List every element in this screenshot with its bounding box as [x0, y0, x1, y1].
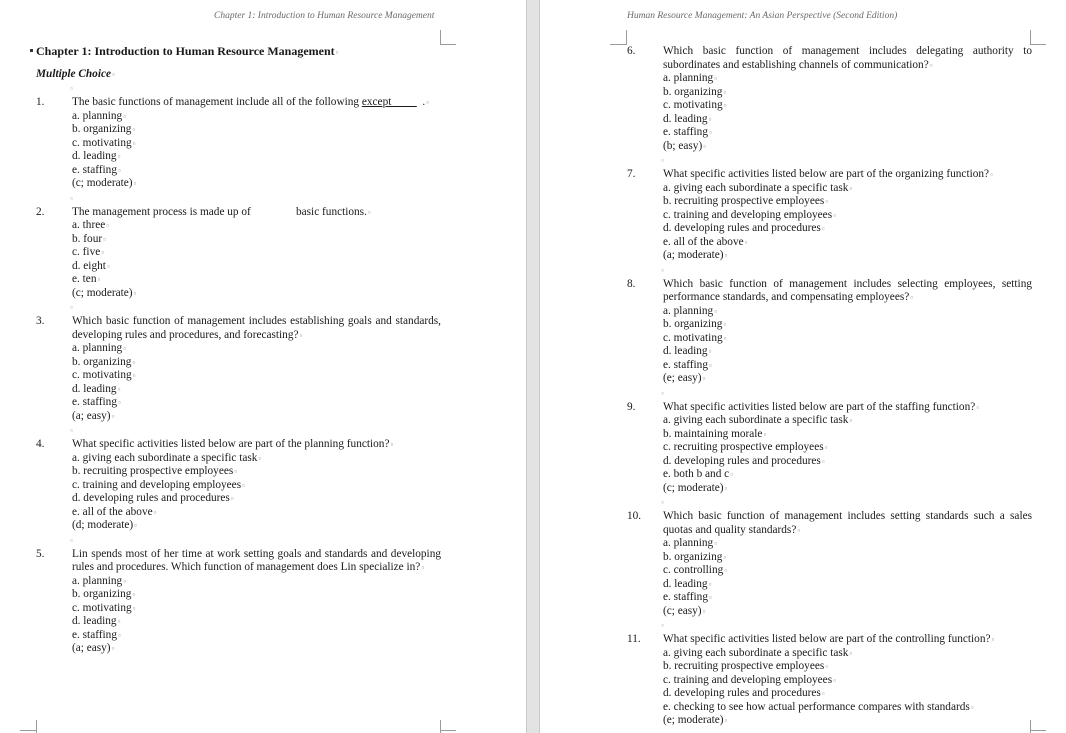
- question-item: [36, 96, 441, 191]
- answer-option: b. recruiting prospective employees▫: [663, 195, 829, 207]
- crop-mark: [440, 30, 441, 45]
- question-number: 6.: [627, 45, 636, 57]
- answer-option: d. developing rules and procedures▫: [72, 492, 234, 504]
- answer-key: (a; easy)▫: [72, 642, 115, 654]
- page-content-right: [627, 45, 1032, 728]
- answer-option: c. motivating▫: [663, 331, 727, 344]
- answer-option: d. leading▫: [663, 112, 712, 125]
- answer-option: a. giving each subordinate a specific task▫: [663, 181, 853, 194]
- question-list-left: [36, 81, 441, 656]
- document-page-left: [0, 0, 526, 733]
- answer-key: (c; moderate)▫: [72, 177, 137, 189]
- answer-option: d. leading▫: [72, 615, 121, 627]
- paragraph-spacer: ▫: [661, 156, 664, 165]
- question-item: [627, 401, 1032, 496]
- question-number: 10.: [627, 510, 642, 522]
- answer-option: b. organizing▫: [663, 550, 727, 563]
- answer-option: a. planning▫: [663, 537, 718, 549]
- answer-option: b. organizing▫: [72, 123, 136, 135]
- answer-option: e. both b and c▫: [663, 468, 734, 480]
- answer-option: d. developing rules and procedures▫: [663, 454, 825, 467]
- answer-option: a. planning▫: [72, 342, 127, 354]
- answer-option: c. motivating▫: [72, 369, 136, 381]
- question-text: What specific activities listed below are part of the controlling function?▫: [663, 633, 995, 645]
- question-item: [627, 510, 1032, 618]
- question-text: What specific activities listed below are part of the staffing function?▫: [663, 400, 980, 413]
- answer-option: a. giving each subordinate a specific task▫: [663, 646, 853, 659]
- answer-option: c. recruiting prospective employees▫: [663, 441, 828, 453]
- paragraph-spacer: ▫: [70, 303, 73, 312]
- question-text: The management process is made up of basic functions.▫: [72, 205, 371, 218]
- running-header-right: Human Resource Management: An Asian Perspective (Second Edition): [627, 11, 898, 21]
- answer-option: b. organizing▫: [72, 588, 136, 600]
- answer-option: c. training and developing employees▫: [663, 673, 836, 686]
- answer-option: a. giving each subordinate a specific task▫: [663, 414, 853, 426]
- answer-option: c. training and developing employees▫: [663, 208, 836, 221]
- answer-option: e. all of the above▫: [663, 235, 748, 248]
- answer-option: e. ten▫: [72, 273, 101, 285]
- answer-option: b. recruiting prospective employees▫: [663, 660, 829, 672]
- question-text: Which basic function of management includes establishing goals and standards, developing rules and procedures, and forecasting?▫: [72, 315, 441, 341]
- answer-option: d. developing rules and procedures▫: [663, 687, 825, 699]
- crop-mark: [36, 720, 37, 733]
- answer-option: a. planning▫: [663, 72, 718, 84]
- answer-option: c. five▫: [72, 246, 105, 258]
- question-number: 4.: [36, 438, 45, 450]
- question-text: The basic functions of management include all of the following except .▫: [72, 96, 430, 108]
- page-content-left: [36, 45, 441, 656]
- question-number: 11.: [627, 633, 641, 645]
- answer-option: b. maintaining morale▫: [663, 427, 767, 440]
- question-item: [627, 633, 1032, 728]
- page-gutter: [526, 0, 540, 733]
- answer-key: (e; moderate)▫: [663, 714, 728, 726]
- crop-mark: [610, 44, 626, 45]
- answer-key: (e; easy)▫: [663, 372, 706, 384]
- answer-option: c. motivating▫: [72, 136, 136, 149]
- question-text: What specific activities listed below are part of the planning function?▫: [72, 438, 394, 450]
- answer-option: b. four▫: [72, 232, 106, 245]
- answer-option: a. planning▫: [663, 304, 718, 317]
- paragraph-spacer: ▫: [70, 535, 73, 545]
- answer-option: a. planning▫: [72, 574, 127, 587]
- answer-option: d. developing rules and procedures▫: [663, 222, 825, 234]
- crop-mark: [440, 44, 456, 45]
- crop-mark: [440, 730, 456, 731]
- paragraph-spacer: ▫: [661, 621, 664, 630]
- question-text: Which basic function of management includes setting standards such a sales quotas and quality standards?▫: [663, 510, 1032, 536]
- question-text: Which basic function of management includes delegating authority to subordinates and establishing channels of communication?▫: [663, 45, 1032, 71]
- question-number: 7.: [627, 168, 636, 180]
- question-number: 5.: [36, 547, 45, 560]
- question-item: [627, 278, 1032, 386]
- chapter-title: Chapter 1: Introduction to Human Resource Management▫: [36, 45, 441, 60]
- answer-key: (d; moderate)▫: [72, 519, 138, 531]
- question-item: [36, 206, 441, 301]
- answer-key: (c; moderate)▫: [663, 481, 728, 494]
- paragraph-spacer: ▫: [70, 193, 73, 203]
- question-item: [627, 45, 1032, 153]
- question-item: [36, 438, 441, 533]
- question-text: Which basic function of management includes selecting employees, setting performance standards, and compensating employees?▫: [663, 277, 1032, 303]
- answer-option: e. staffing▫: [663, 358, 712, 371]
- answer-option: e. staffing▫: [72, 628, 121, 641]
- crop-mark: [1030, 30, 1031, 45]
- crop-mark: [1030, 44, 1046, 45]
- answer-option: e. staffing▫: [663, 591, 712, 603]
- answer-option: a. giving each subordinate a specific task▫: [72, 451, 262, 464]
- answer-key: (b; easy)▫: [663, 139, 707, 152]
- crop-mark: [626, 30, 627, 45]
- document-page-right: [540, 0, 1066, 733]
- question-text: Lin spends most of her time at work setting goals and standards and developing rules and procedures. Which function of management does Lin specialize in?▫: [72, 547, 441, 573]
- answer-option: e. all of the above▫: [72, 505, 157, 518]
- answer-key: (a; easy)▫: [72, 409, 115, 422]
- answer-option: b. organizing▫: [663, 85, 727, 98]
- answer-option: d. leading▫: [72, 150, 121, 162]
- paragraph-bullet-icon: [30, 49, 33, 52]
- answer-option: c. training and developing employees▫: [72, 478, 245, 491]
- answer-option: b. recruiting prospective employees▫: [72, 465, 238, 477]
- paragraph-spacer: ▫: [661, 388, 664, 398]
- answer-option: e. staffing▫: [72, 396, 121, 408]
- question-item: [36, 315, 441, 423]
- question-number: 3.: [36, 315, 45, 327]
- answer-option: d. leading▫: [663, 577, 712, 590]
- question-item: [627, 168, 1032, 263]
- section-label: Multiple Choice▫: [36, 67, 115, 80]
- paragraph-spacer: ▫: [70, 84, 73, 93]
- answer-option: c. motivating▫: [663, 99, 727, 111]
- answer-option: a. planning▫: [72, 109, 127, 122]
- question-text: What specific activities listed below are part of the organizing function?▫: [663, 168, 993, 180]
- answer-option: a. three▫: [72, 219, 110, 231]
- paragraph-spacer: ▫: [661, 498, 664, 507]
- answer-option: c. motivating▫: [72, 601, 136, 614]
- question-number: 9.: [627, 400, 636, 413]
- answer-option: e. checking to see how actual performance compares with standards▫: [663, 700, 974, 713]
- crop-mark: [440, 720, 441, 733]
- answer-key: (c; easy)▫: [663, 604, 706, 617]
- question-number: 8.: [627, 277, 636, 290]
- answer-option: e. staffing▫: [663, 126, 712, 138]
- answer-option: b. organizing▫: [663, 318, 727, 330]
- answer-option: e. staffing▫: [72, 163, 121, 176]
- answer-option: d. leading▫: [663, 345, 712, 357]
- answer-option: d. leading▫: [72, 382, 121, 395]
- question-number: 1.: [36, 96, 45, 108]
- answer-key: (c; moderate)▫: [72, 286, 137, 299]
- answer-option: c. controlling▫: [663, 564, 728, 576]
- answer-key: (a; moderate)▫: [663, 249, 728, 261]
- question-item: [36, 548, 441, 656]
- answer-option: b. organizing▫: [72, 355, 136, 368]
- paragraph-spacer: ▫: [661, 265, 664, 275]
- crop-mark: [20, 730, 36, 731]
- question-list-right: [627, 45, 1032, 728]
- paragraph-spacer: ▫: [70, 426, 73, 435]
- running-header-left: Chapter 1: Introduction to Human Resource Management: [214, 11, 435, 21]
- crop-mark: [1030, 730, 1046, 731]
- question-number: 2.: [36, 205, 45, 218]
- answer-option: d. eight▫: [72, 259, 110, 272]
